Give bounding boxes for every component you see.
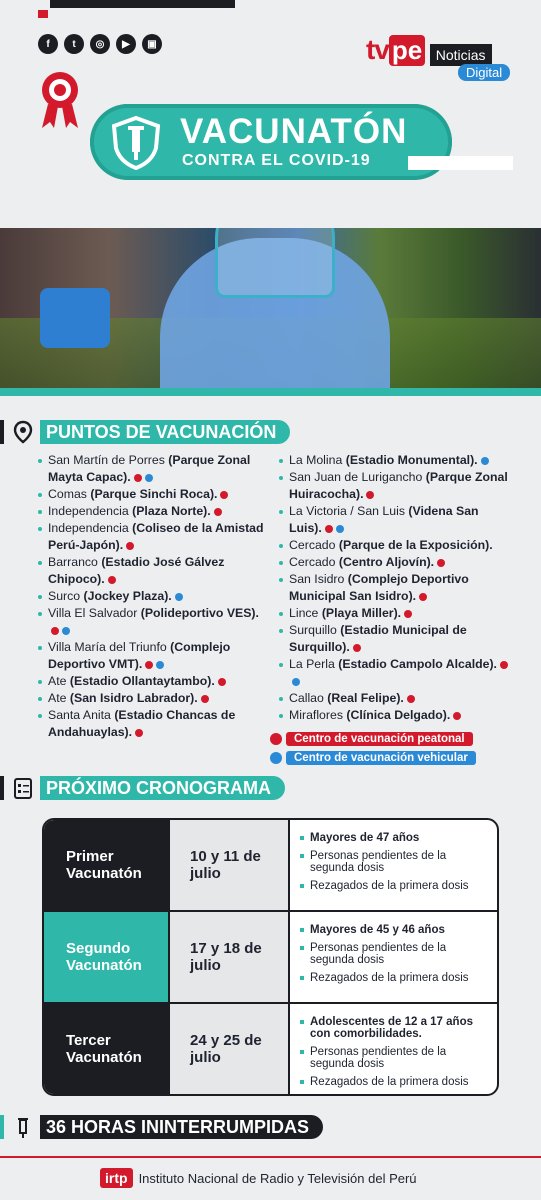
youtube-icon[interactable]: ▶ [116,34,136,54]
vaccination-point [279,554,508,571]
audience-item: Mayores de 47 años [300,832,489,844]
title-main: VACUNATÓN [180,112,408,151]
schedule-dates: 24 y 25 de julio [170,1004,290,1094]
legend-red-label: Centro de vacunación peatonal [286,732,473,746]
point-site: (Estadio Municipal de Surquillo). [289,623,467,654]
red-dot-icon [366,491,374,499]
legend-drive [270,751,476,765]
point-place: San Martín de Porres [48,453,165,467]
vaccination-point [279,503,508,537]
schedule-dates: 17 y 18 de julio [170,912,290,1002]
legend-blue-label: Centro de vacunación vehicular [286,751,476,765]
blue-dot-icon [145,474,153,482]
vaccination-point [38,707,267,741]
vaccination-point [279,605,508,622]
point-site: (Real Felipe). [327,691,404,705]
point-site: (Coliseo de la Amistad Perú-Japón). [48,521,264,552]
hours-header [0,1115,323,1139]
blue-dot-icon [175,593,183,601]
location-pin-icon [12,420,34,444]
point-place: Villa El Salvador [48,606,138,620]
red-dot-icon [201,695,209,703]
vaccination-point [38,588,267,605]
photo-strip [0,388,541,396]
social-icons [38,34,162,54]
point-place: San Isidro [289,572,345,586]
red-dot-icon [404,610,412,618]
point-site: (Parque Zonal Mayta Capac). [48,453,251,484]
point-site: (Estadio Chancas de Andahuaylas). [48,708,236,739]
point-place: La Molina [289,453,343,467]
vaccination-point [279,656,508,690]
schedule-row [44,912,497,1004]
footer-text: Instituto Nacional de Radio y Televisión del Perú [138,1170,417,1186]
footer-divider [0,1156,541,1158]
legend-walk [270,732,473,746]
points-title: PUNTOS DE VACUNACIÓN [40,420,290,444]
red-dot-icon [218,678,226,686]
point-place: Villa María del Triunfo [48,640,167,654]
vaccination-point [279,571,508,605]
red-dot-icon [270,733,282,745]
point-site: (Clínica Delgado). [346,708,451,722]
red-dot-icon [126,542,134,550]
red-dot-icon [145,661,153,669]
red-dot-icon [419,593,427,601]
facebook-icon[interactable]: f [38,34,58,54]
red-dot-icon [135,729,143,737]
point-place: Cercado [289,538,336,552]
point-place: Santa Anita [48,708,111,722]
title-sub: CONTRA EL COVID-19 [182,152,371,169]
instagram-icon[interactable]: ◎ [90,34,110,54]
red-dot-icon [453,712,461,720]
point-place: Lince [289,606,319,620]
twitter-icon[interactable]: t [64,34,84,54]
blue-dot-icon [270,752,282,764]
red-dot-icon [51,627,59,635]
title-banner [90,104,452,180]
vaccination-point [38,673,267,690]
point-place: Miraflores [289,708,343,722]
vaccination-point [38,486,267,503]
point-site: (Estadio Campolo Alcalde). [338,657,497,671]
blue-dot-icon [156,661,164,669]
hours-title: 36 HORAS ININTERRUMPIDAS [40,1115,323,1139]
point-place: La Perla [289,657,335,671]
schedule-name: Primer Vacunatón [44,820,170,910]
schedule-row [44,820,497,912]
schedule-header [0,776,285,800]
red-dot-icon [407,695,415,703]
schedule-audience [290,912,497,1002]
audience-item: Personas pendientes de la segunda dosis [300,942,489,966]
audience-item: Personas pendientes de la segunda dosis [300,1046,489,1070]
brand-noticias: Noticias [430,44,492,66]
point-site: (Plaza Norte). [132,504,211,518]
point-place: Ate [48,691,67,705]
point-place: Independencia [48,504,129,518]
vaccination-point [38,520,267,554]
point-site: (Centro Aljovín). [338,555,435,569]
top-decor-red [38,10,48,18]
red-dot-icon [500,661,508,669]
point-site: (Complejo Deportivo Municipal San Isidro). [289,572,469,603]
point-site: (Estadio José Gálvez Chipoco). [48,555,225,586]
vaccination-point [279,707,508,724]
point-site: (San Isidro Labrador). [69,691,198,705]
vaccination-point [38,554,267,588]
point-place: San Juan de Lurigancho [289,470,423,484]
footer [100,1168,417,1188]
point-place: Cercado [289,555,336,569]
red-dot-icon [134,474,142,482]
points-header [0,420,290,444]
blue-dot-icon [336,525,344,533]
red-dot-icon [214,508,222,516]
point-site: (Estadio Ollantaytambo). [69,674,215,688]
points-right-column [279,452,508,741]
title-sub-bar [408,156,513,170]
brand-pe: pe [389,35,425,66]
tvpe-logo [366,34,503,80]
points-list [38,452,508,741]
audience-item: Mayores de 45 y 46 años [300,924,489,936]
vaccination-point [38,690,267,707]
red-dot-icon [437,559,445,567]
point-place: Surco [48,589,81,603]
point-place: Comas [48,487,87,501]
point-place: Surquillo [289,623,337,637]
brand-digital: Digital [458,64,510,81]
audience-item: Rezagados de la primera dosis [300,1076,489,1088]
point-place: Callao [289,691,324,705]
checklist-icon [12,776,34,800]
vaccine-shield-icon [108,114,164,170]
vaccination-point [279,690,508,707]
schedule-table [42,818,499,1096]
point-site: (Polideportivo VES). [140,606,259,620]
red-dot-icon [325,525,333,533]
vaccination-photo [0,228,541,388]
point-site: (Complejo Deportivo VMT). [48,640,231,671]
audience-item: Rezagados de la primera dosis [300,880,489,892]
brand-tv: tv [366,34,389,65]
schedule-audience [290,820,497,910]
point-place: La Victoria / San Luis [289,504,405,518]
tv-icon[interactable]: ▣ [142,34,162,54]
vaccination-point [38,639,267,673]
irtp-logo: irtp [100,1168,133,1188]
point-site: (Jockey Plaza). [83,589,172,603]
red-dot-icon [220,491,228,499]
audience-item: Personas pendientes de la segunda dosis [300,850,489,874]
vaccination-point [279,537,508,554]
blue-dot-icon [62,627,70,635]
red-dot-icon [108,576,116,584]
point-place: Barranco [48,555,98,569]
vaccination-point [279,469,508,503]
schedule-title: PRÓXIMO CRONOGRAMA [40,776,285,800]
point-site: (Parque Sinchi Roca). [90,487,218,501]
blue-dot-icon [481,457,489,465]
schedule-row [44,1004,497,1094]
point-place: Independencia [48,521,129,535]
schedule-name: Tercer Vacunatón [44,1004,170,1094]
vaccination-point [38,503,267,520]
blue-dot-icon [292,678,300,686]
audience-item: Rezagados de la primera dosis [300,972,489,984]
schedule-audience [290,1004,497,1094]
schedule-dates: 10 y 11 de julio [170,820,290,910]
schedule-name: Segundo Vacunatón [44,912,170,1002]
points-left-column [38,452,267,741]
point-site: (Playa Miller). [321,606,402,620]
peru-rosette-icon [38,70,82,130]
point-site: (Parque de la Exposición). [338,538,493,552]
top-decor-bar [50,0,235,8]
syringe-icon [12,1115,34,1139]
vaccination-point [38,452,267,486]
point-site: (Parque Zonal Huiracocha). [289,470,508,501]
vaccination-point [279,622,508,656]
vaccination-point [38,605,267,639]
vaccination-point [279,452,508,469]
point-site: (Estadio Monumental). [345,453,478,467]
red-dot-icon [353,644,361,652]
point-place: Ate [48,674,67,688]
point-site: (Videna San Luis). [289,504,479,535]
audience-item: Adolescentes de 12 a 17 años con comorbilidades. [300,1016,489,1040]
